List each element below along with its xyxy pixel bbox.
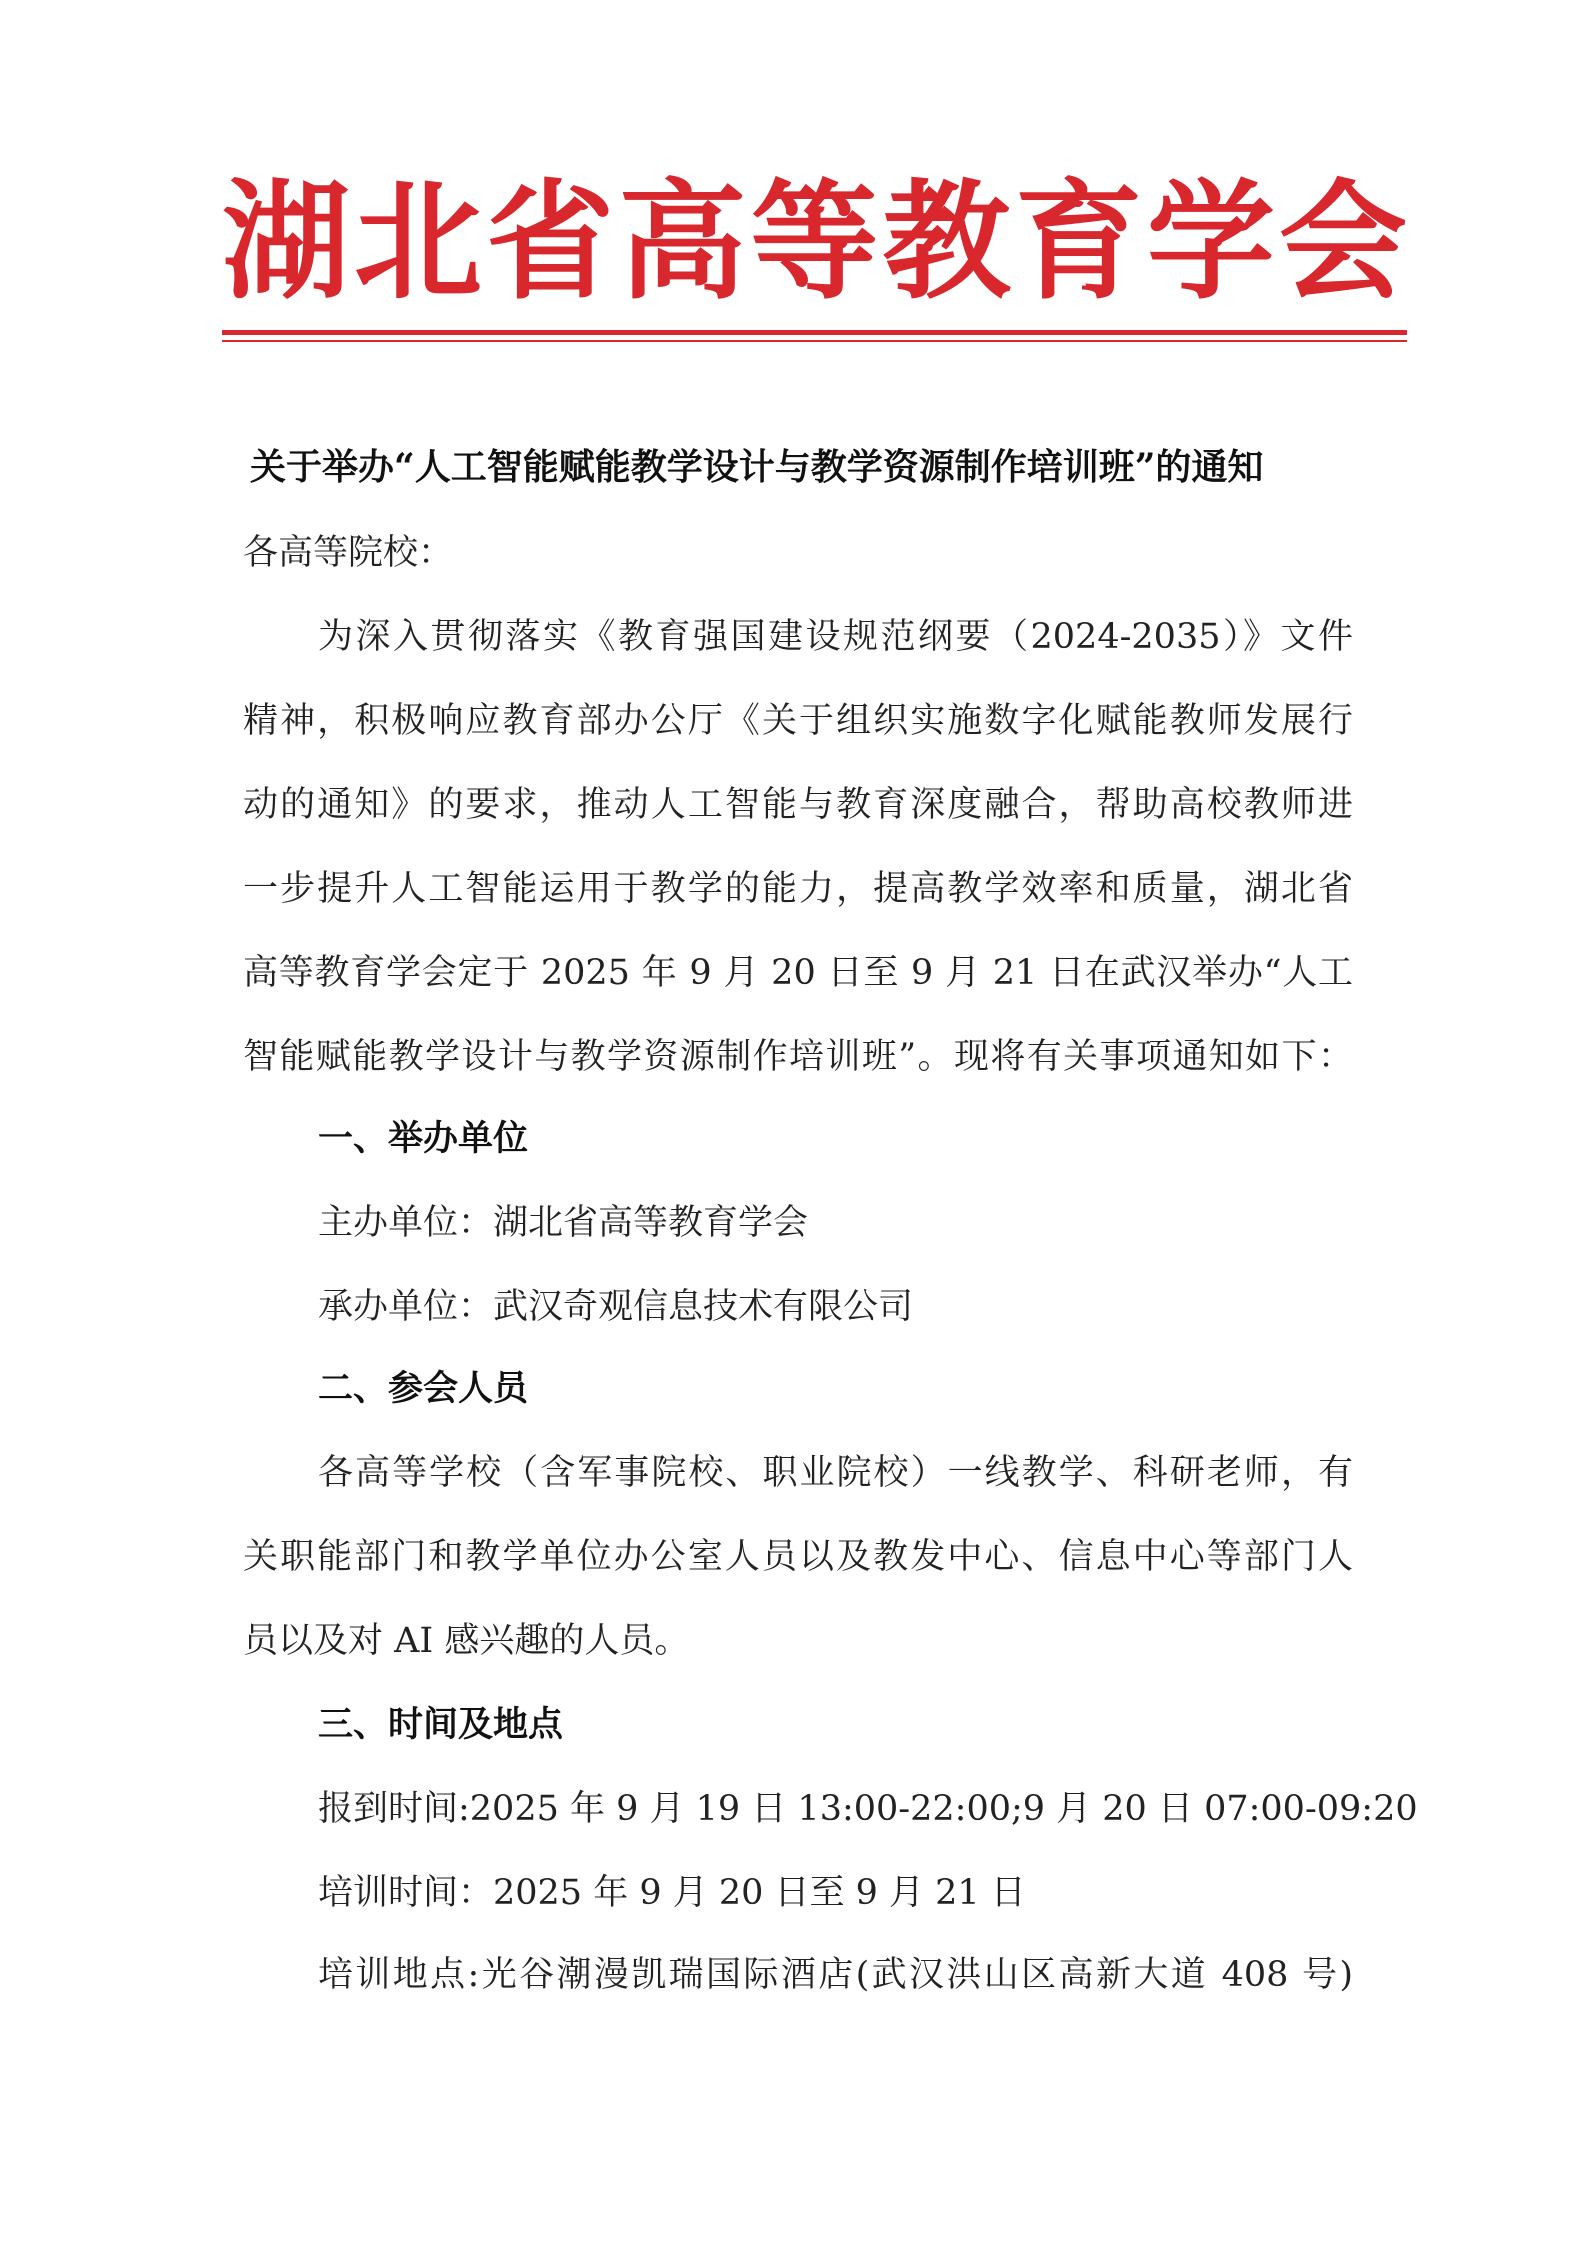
- notice-title: 关于举办“人工智能赋能教学设计与教学资源制作培训班”的通知: [250, 446, 1264, 488]
- salutation: 各高等院校：: [243, 533, 454, 573]
- participants-line: 关职能部门和教学单位办公室人员以及教发中心、信息中心等部门人: [243, 1537, 1353, 1577]
- letterhead-char: 育: [1014, 167, 1143, 317]
- intro-line: 精神，积极响应教育部办公厅《关于组织实施数字化赋能教师发展行: [243, 701, 1353, 741]
- intro-line: 智能赋能教学设计与教学资源制作培训班”。现将有关事项通知如下：: [243, 1037, 1353, 1077]
- registration-time: 报到时间:2025 年 9 月 19 日 13:00-22:00;9 月 20 日 07:00-09:20: [318, 1789, 1418, 1829]
- training-place: 培训地点:光谷潮漫凯瑞国际酒店(武汉洪山区高新大道 408 号): [318, 1955, 1353, 1995]
- participants-line: 员以及对 AI 感兴趣的人员。: [243, 1621, 690, 1661]
- letterhead-rule-thin: [222, 340, 1407, 342]
- letterhead-char: 教: [882, 167, 1011, 317]
- intro-line: 动的通知》的要求，推动人工智能与教育深度融合，帮助高校教师进: [243, 785, 1353, 825]
- training-time: 培训时间：2025 年 9 月 20 日至 9 月 21 日: [318, 1873, 1026, 1913]
- letterhead-char: 会: [1279, 167, 1408, 317]
- letterhead-rule-thick: [222, 330, 1407, 335]
- section-heading-organizers: 一、举办单位: [318, 1118, 529, 1159]
- intro-line: 高等教育学会定于 2025 年 9 月 20 日至 9 月 21 日在武汉举办“人工: [243, 953, 1353, 993]
- letterhead-org-name: [222, 167, 1408, 317]
- letterhead-char: 湖: [222, 167, 351, 317]
- intro-line: 一步提升人工智能运用于教学的能力，提高教学效率和质量，湖北省: [243, 869, 1353, 909]
- participants-line: 各高等学校（含军事院校、职业院校）一线教学、科研老师，有: [318, 1453, 1353, 1493]
- section-heading-participants: 二、参会人员: [318, 1368, 529, 1409]
- letterhead-char: 省: [486, 167, 615, 317]
- section-heading-time-place: 三、时间及地点: [318, 1704, 564, 1745]
- intro-line: 为深入贯彻落实《教育强国建设规范纲要（2024-2035）》文件: [318, 617, 1353, 657]
- letterhead-char: 等: [750, 167, 879, 317]
- host-unit: 主办单位：湖北省高等教育学会: [318, 1203, 809, 1243]
- letterhead-char: 北: [354, 167, 483, 317]
- letterhead-char: 学: [1146, 167, 1275, 317]
- letterhead-char: 高: [618, 167, 747, 317]
- organizer-unit: 承办单位：武汉奇观信息技术有限公司: [318, 1287, 914, 1327]
